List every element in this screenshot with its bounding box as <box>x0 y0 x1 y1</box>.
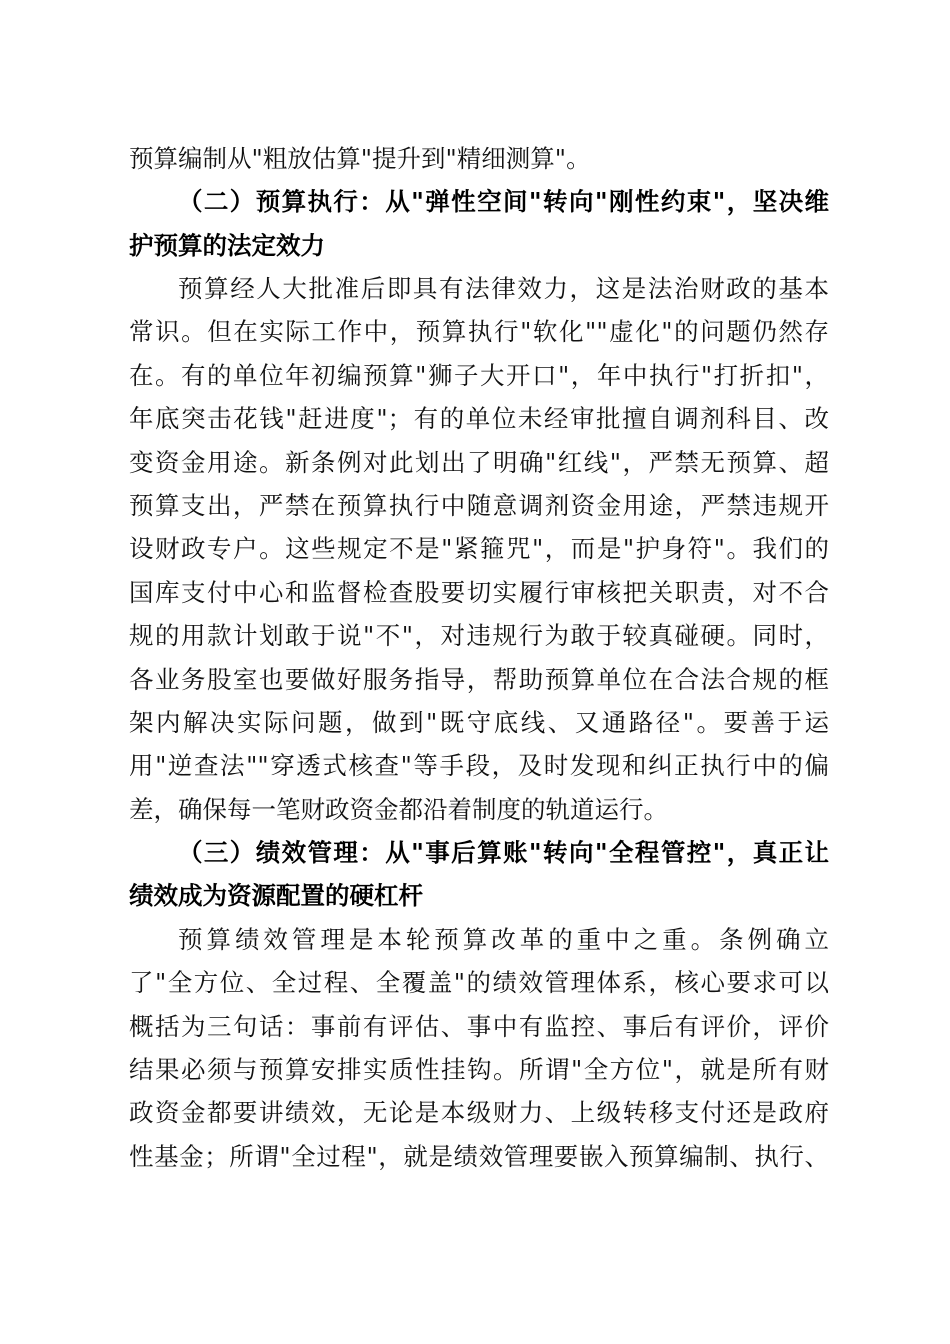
body-text-line: 用"逆查法""穿透式核查"等手段，及时发现和纠正执行中的偏 <box>129 751 829 780</box>
body-text-line: 规的用款计划敢于说"不"，对违规行为敢于较真碰硬。同时， <box>129 621 829 650</box>
body-text-line: 变资金用途。新条例对此划出了明确"红线"，严禁无预算、超 <box>129 448 829 477</box>
body-text-line: 预算支出，严禁在预算执行中随意调剂资金用途，严禁违规开 <box>129 491 829 520</box>
body-text-line: 在。有的单位年初编预算"狮子大开口"，年中执行"打折扣"， <box>129 361 829 390</box>
body-text-line: 了"全方位、全过程、全覆盖"的绩效管理体系，核心要求可以 <box>129 968 829 997</box>
body-text-line: 概括为三句话：事前有评估、事中有监控、事后有评价，评价 <box>129 1012 829 1041</box>
section-heading-line: 绩效成为资源配置的硬杠杆 <box>129 881 423 910</box>
body-text-line: 架内解决实际问题，做到"既守底线、又通路径"。要善于运 <box>129 708 829 737</box>
body-text-line: 预算经人大批准后即具有法律效力，这是法治财政的基本 <box>178 274 829 303</box>
body-text-line: 差，确保每一笔财政资金都沿着制度的轨道运行。 <box>129 795 668 824</box>
body-text-line: 各业务股室也要做好服务指导，帮助预算单位在合法合规的框 <box>129 665 829 694</box>
body-text-line: 国库支付中心和监督检查股要切实履行审核把关职责，对不合 <box>129 578 829 607</box>
body-text-line: 结果必须与预算安排实质性挂钩。所谓"全方位"，就是所有财 <box>129 1055 829 1084</box>
body-text-line: 年底突击花钱"赶进度"；有的单位未经审批擅自调剂科目、改 <box>129 404 829 433</box>
section-heading-line: 护预算的法定效力 <box>129 231 325 260</box>
body-text-line: 设财政专户。这些规定不是"紧箍咒"，而是"护身符"。我们的 <box>129 534 829 563</box>
section-heading-line: （三）绩效管理：从"事后算账"转向"全程管控"，真正让 <box>178 838 829 867</box>
body-text-line: 预算绩效管理是本轮预算改革的重中之重。条例确立 <box>178 925 829 954</box>
body-text-line: 性基金；所谓"全过程"，就是绩效管理要嵌入预算编制、执行、 <box>129 1142 829 1171</box>
body-text-line: 预算编制从"粗放估算"提升到"精细测算"。 <box>129 144 591 173</box>
body-text-line: 常识。但在实际工作中，预算执行"软化""虚化"的问题仍然存 <box>129 317 829 346</box>
section-heading-line: （二）预算执行：从"弹性空间"转向"刚性约束"，坚决维 <box>178 187 829 216</box>
body-text-line: 政资金都要讲绩效，无论是本级财力、上级转移支付还是政府 <box>129 1098 829 1127</box>
